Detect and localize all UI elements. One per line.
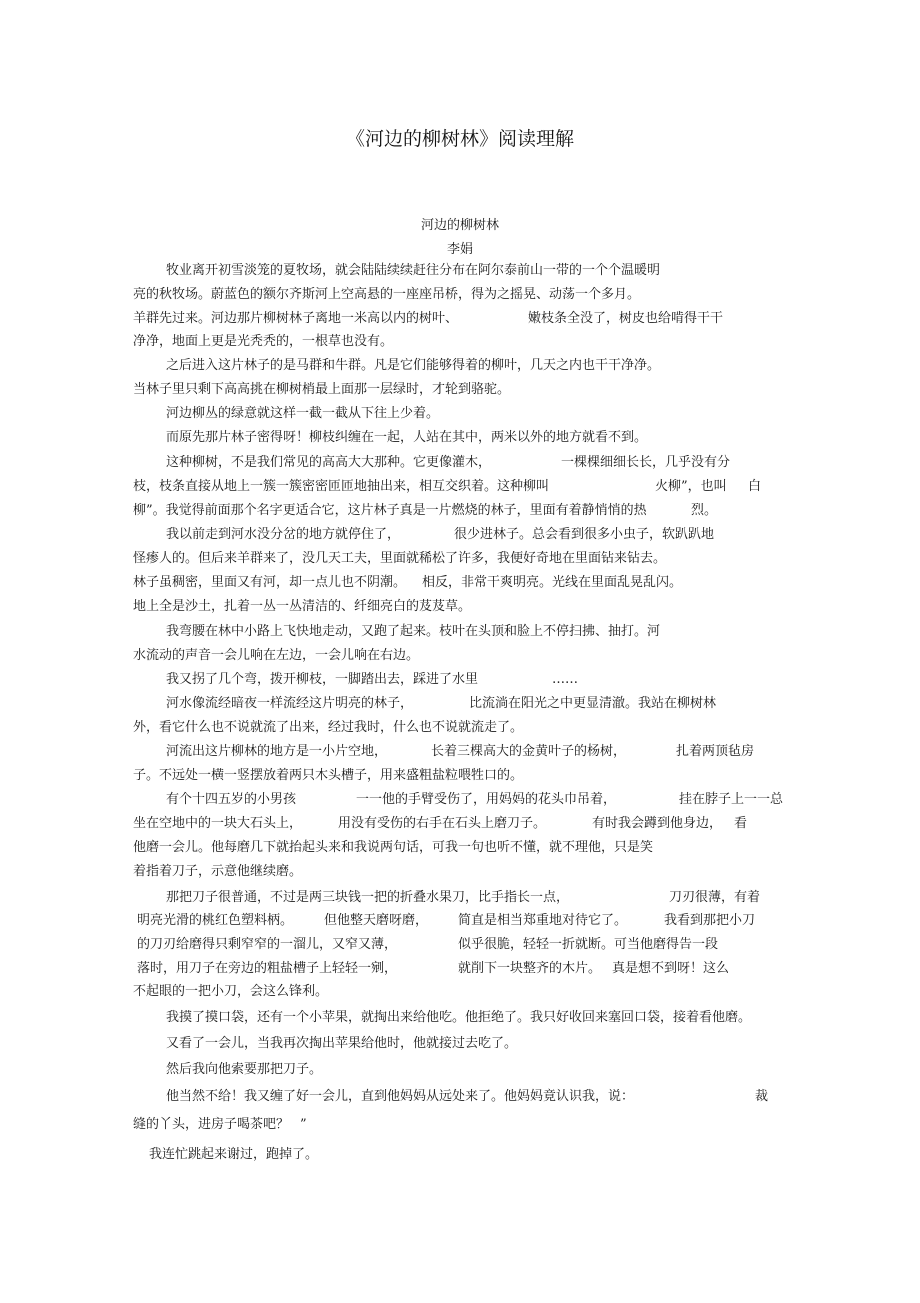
text-line: 白 bbox=[748, 479, 762, 494]
text-line: …… bbox=[552, 672, 578, 687]
text-line: 河流出这片柳林的地方是一小片空地， bbox=[166, 744, 388, 759]
text-line: 刀刃很薄，有着 bbox=[669, 890, 761, 905]
text-line: 他当然不给！我又缠了好一会儿，直到他妈妈从远处来了。他妈妈竟认识我，说： bbox=[166, 1089, 635, 1104]
text-line: 看 bbox=[734, 816, 748, 831]
text-line: 而原先那片林子密得呀！柳枝纠缠在一起，人站在其中，两米以外的地方就看不到。 bbox=[166, 430, 648, 445]
text-line: 有个十四五岁的小男孩 bbox=[166, 792, 297, 807]
text-line: 水流动的声音一会儿响在左边，一会儿响在右边。 bbox=[133, 648, 420, 663]
text-line: 这种柳树，不是我们常见的高高大大那种。它更像灌木， bbox=[166, 455, 492, 470]
text-line: 就削下一块整齐的木片。 bbox=[458, 961, 602, 976]
text-line: 真是想不到呀！这么 bbox=[612, 961, 730, 976]
text-line: 河边柳丛的绿意就这样一截一截从下往上少着。 bbox=[166, 406, 440, 421]
text-line: 烈。 bbox=[691, 503, 718, 518]
text-line: 我摸了摸口袋，还有一个小苹果，就掏出来给他吃。他拒绝了。我只好收回来塞回口袋，接着看他磨。 bbox=[166, 1010, 752, 1025]
text-line: 明亮光滑的桃红色塑料柄。 bbox=[137, 913, 294, 928]
text-line: 子。不远处一横一竖摆放着两只木头槽子，用来盛粗盐粒喂牲口的。 bbox=[133, 768, 524, 783]
text-line: ” bbox=[300, 1117, 307, 1132]
text-line: 一棵棵细细长长，几乎没有分 bbox=[561, 455, 731, 470]
text-line: 林子虽稠密，里面又有河，却一点儿也不阴潮。 bbox=[133, 575, 407, 590]
text-line: 长着三棵高大的金黄叶子的杨树， bbox=[431, 744, 627, 759]
text-line: 坐在空地中的一块大石头上， bbox=[133, 816, 303, 831]
text-line: 相反，非常干爽明亮。光线在里面乱晃乱闪。 bbox=[422, 575, 683, 590]
text-line: 之后进入这片林子的是马群和牛群。凡是它们能够得着的柳叶，几天之内也干干净净。 bbox=[166, 358, 661, 373]
text-line: 很少进林子。总会看到很多小虫子，软趴趴地 bbox=[454, 527, 715, 542]
text-line: 我看到那把小刀 bbox=[664, 913, 756, 928]
text-line: 他磨一会儿。他每磨几下就抬起头来和我说两句话，可我一句也听不懂，就不理他，只是笑 bbox=[133, 840, 654, 855]
text-line: 着指着刀子，示意他继续磨。 bbox=[133, 864, 303, 879]
text-line: 我又拐了几个弯，拨开柳枝，一脚踏出去，踩进了水里 bbox=[166, 672, 479, 687]
text-line: 火柳”，也叫 bbox=[655, 479, 727, 494]
text-line: 一一他的手臂受伤了，用妈妈的花头巾吊着， bbox=[356, 792, 617, 807]
text-line: 简直是相当郑重地对待它了。 bbox=[458, 913, 628, 928]
text-line: 我弯腰在林中小路上飞快地走动，又跑了起来。枝叶在头顶和脸上不停扫拂、抽打。河 bbox=[166, 624, 661, 639]
author-name: 李娟 bbox=[446, 242, 473, 257]
text-line: 但他整天磨呀磨， bbox=[324, 913, 429, 928]
story-title: 河边的柳树林 bbox=[420, 218, 499, 233]
text-line: 外，看它什么也不说就流了出来，经过我时，什么也不说就流走了。 bbox=[133, 720, 524, 735]
text-line: 嫩枝条全没了，树皮也给啃得干干 bbox=[528, 311, 724, 326]
text-line: 裁 bbox=[755, 1089, 769, 1104]
text-line: 亮的秋牧场。蔚蓝色的额尔齐斯河上空高悬的一座座吊桥，得为之摇晃、动荡一个多月。 bbox=[133, 287, 641, 302]
text-line: 似乎很脆，轻轻一折就断。可当他磨得告一段 bbox=[458, 937, 719, 952]
text-line: 用没有受伤的右手在石头上磨刀子。 bbox=[338, 816, 547, 831]
text-line: 怪瘆人的。但后来羊群来了，没几天工夫，里面就稀松了许多，我便好奇地在里面钻来钻去。 bbox=[133, 551, 667, 566]
text-line: 然后我向他索要那把刀子。 bbox=[166, 1062, 323, 1077]
text-line: 当林子里只剩下高高挑在柳树梢最上面那一层绿时，才轮到骆驼。 bbox=[133, 382, 511, 397]
text-line: 的刀刃给磨得只剩窄窄的一溜儿，又窄又薄， bbox=[137, 937, 398, 952]
text-line: 不起眼的一把小刀，会这么锋利。 bbox=[133, 984, 329, 999]
page-title: 《河边的柳树林》阅读理解 bbox=[345, 128, 574, 150]
text-line: 比流淌在阳光之中更显清澈。我站在柳树林 bbox=[469, 696, 717, 711]
text-line: 那把刀子很普通，不过是两三块钱一把的折叠水果刀，比手指长一点， bbox=[166, 890, 570, 905]
text-line: 净净，地面上更是光秃秃的，一根草也没有。 bbox=[133, 334, 394, 349]
text-line: 挂在脖子上一一总 bbox=[679, 792, 784, 807]
text-line: 有时我会蹲到他身边， bbox=[592, 816, 723, 831]
text-line: 又看了一会儿，当我再次掏出苹果给他时，他就接过去吃了。 bbox=[166, 1036, 518, 1051]
text-line: 羊群先过来。河边那片柳树林子离地一米高以内的树叶、 bbox=[133, 311, 459, 326]
text-line: 枝，枝条直接从地上一簇一簇密密匝匝地抽出来，相互交织着。这种柳叫 bbox=[133, 479, 550, 494]
text-line: 我以前走到河水没分岔的地方就停住了， bbox=[166, 527, 401, 542]
text-line: 缝的丫头，进房子喝茶吧？ bbox=[133, 1117, 290, 1132]
text-line: 河水像流经暗夜一样流经这片明亮的林子， bbox=[166, 696, 414, 711]
text-line: 地上全是沙土，扎着一丛一丛清洁的、纤细亮白的芨芨草。 bbox=[133, 599, 472, 614]
text-line: 牧业离开初雪淡笼的夏牧场，就会陆陆续续赶往分布在阿尔泰前山一带的一个个温暖明 bbox=[166, 263, 661, 278]
text-line: 柳”。我觉得前面那个名字更适合它，这片林子真是一片燃烧的林子，里面有着静悄悄的热 bbox=[133, 503, 647, 518]
text-line: 我连忙跳起来谢过，跑掉了。 bbox=[149, 1147, 319, 1162]
text-line: 扎着两顶毡房 bbox=[676, 744, 755, 759]
text-line: 落时，用刀子在旁边的粗盐槽子上轻轻一剜， bbox=[137, 961, 398, 976]
